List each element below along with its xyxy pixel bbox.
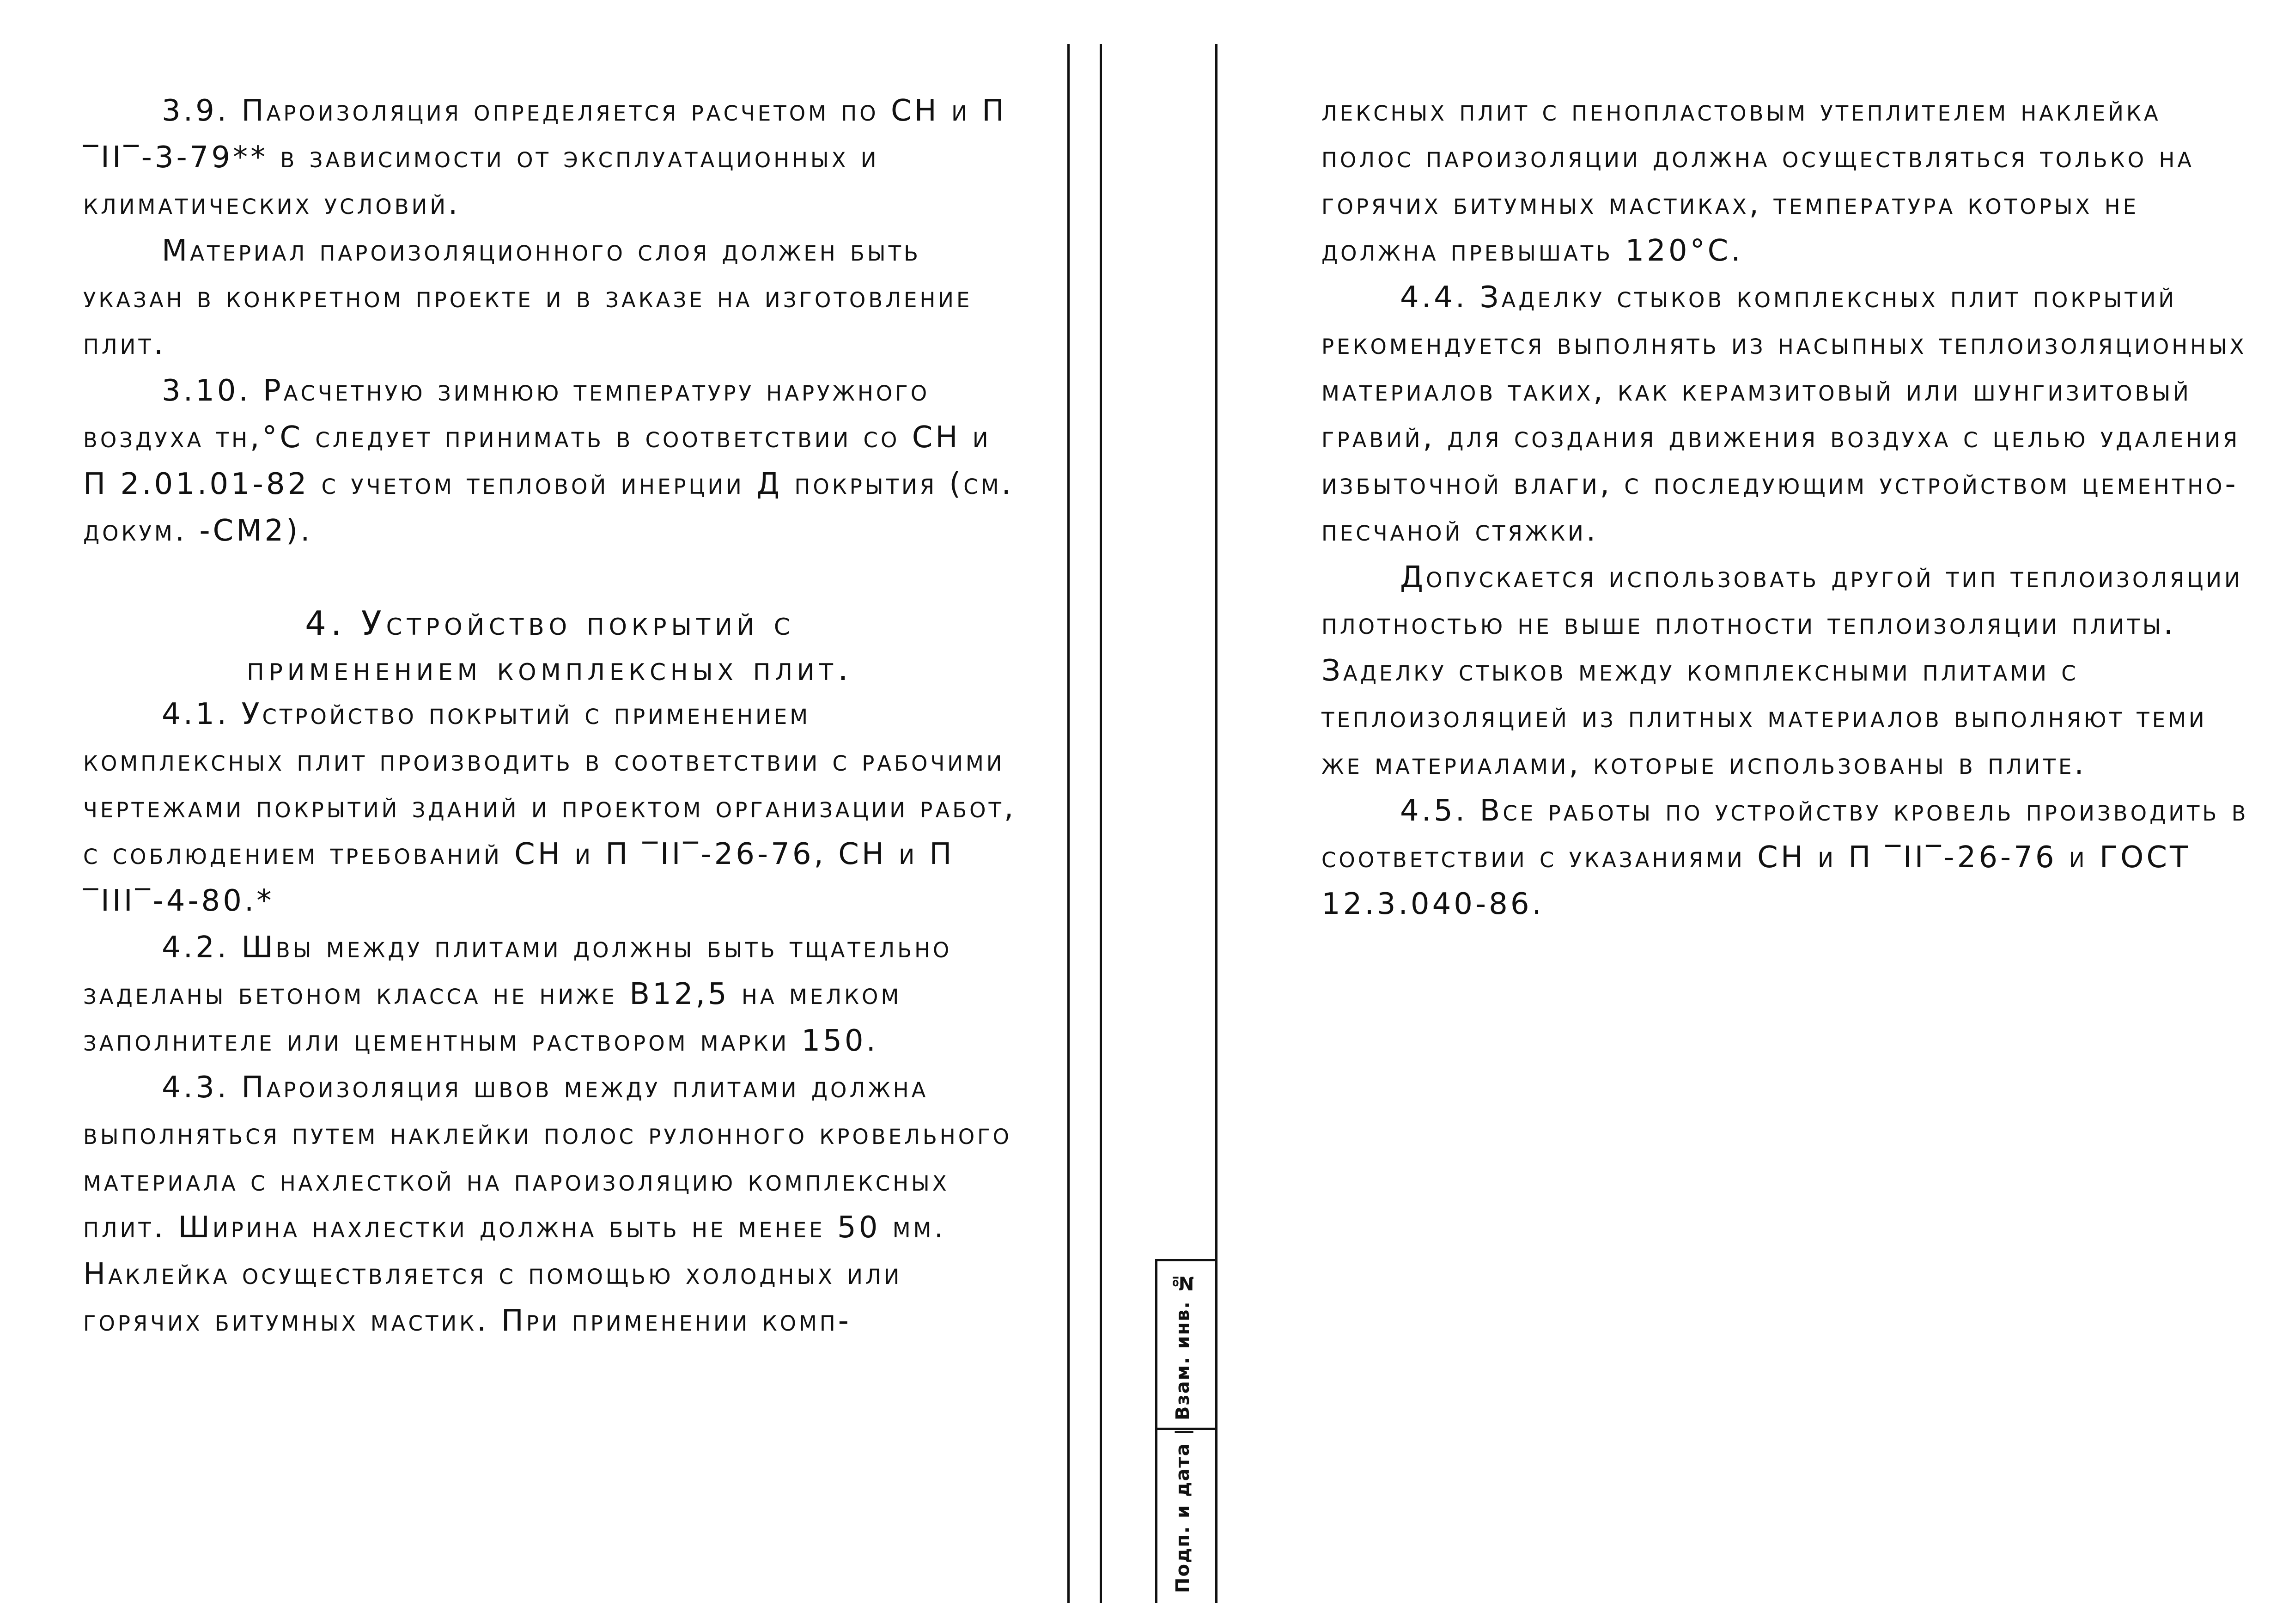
paragraph-4-3: 4.3. Пароизоляция швов между плитами должна выполняться путем наклейки полос рулонного кровельного материала с нахлесткой на пароизоляцию комплексных плит. Ширина нахлестки должна быть не менее 50 мм. Наклейка осуществляется с помощью холодных или горячих битумных мастик. При применении комп- bbox=[83, 1071, 1012, 1338]
binding-rule-outer bbox=[1067, 44, 1070, 1603]
paragraph-3-10: 3.10. Расчетную зимнюю температуру наружного воздуха tн,°С следует принимать в соответствии со СН и П 2.01.01-82 с учетом тепловой инерции Д покрытия (см. докум. -СМ2). bbox=[83, 374, 1014, 548]
binding-margin-frame bbox=[1067, 44, 1229, 1603]
section-4-heading-line-2: применением комплексных плит. bbox=[247, 649, 853, 688]
paragraph-3-9-material: Материал пароизоляционного слоя должен быть указан в конкретном проекте и в заказе на изготовление плит. bbox=[83, 234, 973, 361]
paragraph-4-4-alternative: Допускается использовать другой тип теплоизоляции плотностью не выше плотности теплоизоляции плиты. Заделку стыков между комплексными плитами с теплоизоляцией из плитных материалов выполняют теми же материалами, которые использованы в плите. bbox=[1321, 560, 2243, 781]
paragraph-4-3-continued: лексных плит с пенопластовым утеплителем наклейка полос пароизоляции должна осуществляться только на горячих битумных мастиках, температура которых не должна превышать 120°С. bbox=[1321, 94, 2195, 268]
paragraph-3-9: 3.9. Пароизоляция определяется расчетом по СН и П ‾II‾-3-79** в зависимости от эксплуатационных и климатических условий. bbox=[83, 94, 1007, 221]
paragraph-4-4: 4.4. Заделку стыков комплексных плит покрытий рекомендуется выполнять из насыпных теплоизоляционных материалов таких, как керамзитовый или шунгизитовый гравий, для создания движения воздуха с целью удаления избыточной влаги, с последующим устройством цементно-песчаной стяжки. bbox=[1321, 280, 2247, 548]
paragraph-4-1: 4.1. Устройство покрытий с применением комплексных плит производить в соответствии с рабочими чертежами покрытий зданий и проектом организации работ, с соблюдением требований СН и П ‾II‾-26-76, СН и П ‾III‾-4-80.* bbox=[83, 697, 1017, 918]
binding-rule-inner bbox=[1215, 44, 1218, 1603]
right-text-column bbox=[1321, 88, 2259, 928]
binding-rule-middle bbox=[1100, 44, 1102, 1603]
binding-stamp-box bbox=[1155, 1259, 1215, 1603]
stamp-label: Подп. и дата | Взам. инв. № bbox=[1172, 1271, 1193, 1594]
section-4-heading-line-1: 4. Устройство покрытий с bbox=[305, 604, 795, 643]
paragraph-4-2: 4.2. Швы между плитами должны быть тщательно заделаны бетоном класса не ниже В12,5 на мелком заполнителе или цементным раствором марки 150. bbox=[83, 931, 952, 1058]
section-4-heading bbox=[83, 601, 1017, 691]
left-text-column bbox=[83, 88, 1017, 1344]
paragraph-4-5: 4.5. Все работы по устройству кровель производить в соответствии с указаниями СН и П ‾II‾-26-76 и ГОСТ 12.3.040-86. bbox=[1321, 794, 2249, 921]
